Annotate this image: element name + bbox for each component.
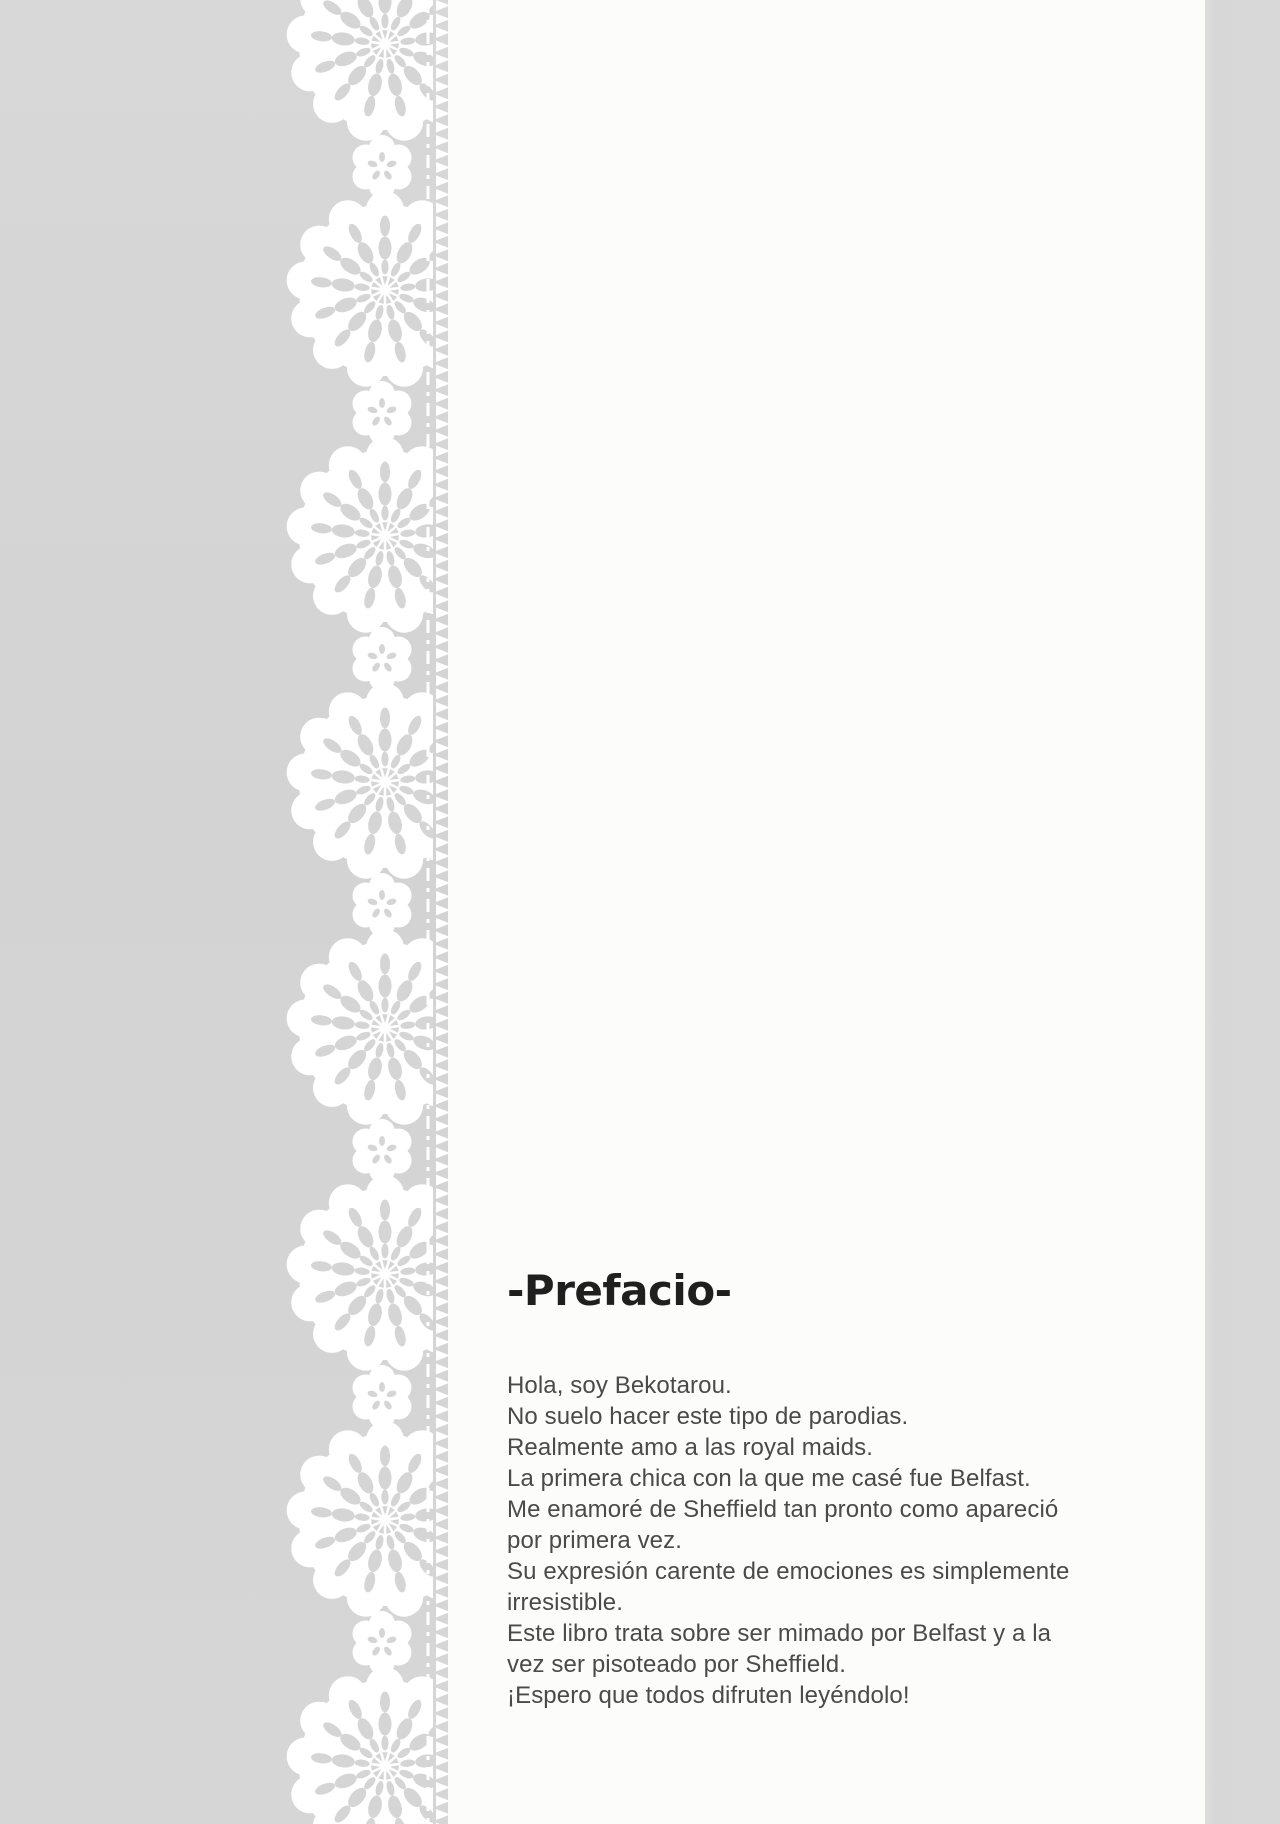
preface-line: Hola, soy Bekotarou. (507, 1372, 732, 1399)
preface-line: No suelo hacer este tipo de parodias. (507, 1403, 909, 1430)
preface-content (507, 1266, 1147, 1711)
preface-line: vez ser pisoteado por Sheffield. (507, 1651, 846, 1678)
preface-body (507, 1370, 1147, 1711)
preface-line: ¡Espero que todos difruten leyéndolo! (507, 1682, 910, 1709)
preface-line: por primera vez. (507, 1527, 682, 1554)
preface-line: irresistible. (507, 1589, 623, 1616)
preface-line: Este libro trata sobre ser mimado por Belfast y a la (507, 1620, 1052, 1647)
lace-border-decoration (270, 0, 490, 1824)
preface-line: Su expresión carente de emociones es simplemente (507, 1558, 1070, 1585)
preface-line: Realmente amo a las royal maids. (507, 1434, 874, 1461)
preface-line: La primera chica con la que me casé fue Belfast. (507, 1465, 1031, 1492)
right-page-edge (1205, 0, 1280, 1824)
preface-line: Me enamoré de Sheffield tan pronto como apareció (507, 1496, 1059, 1523)
preface-title: -Prefacio- (507, 1266, 732, 1315)
